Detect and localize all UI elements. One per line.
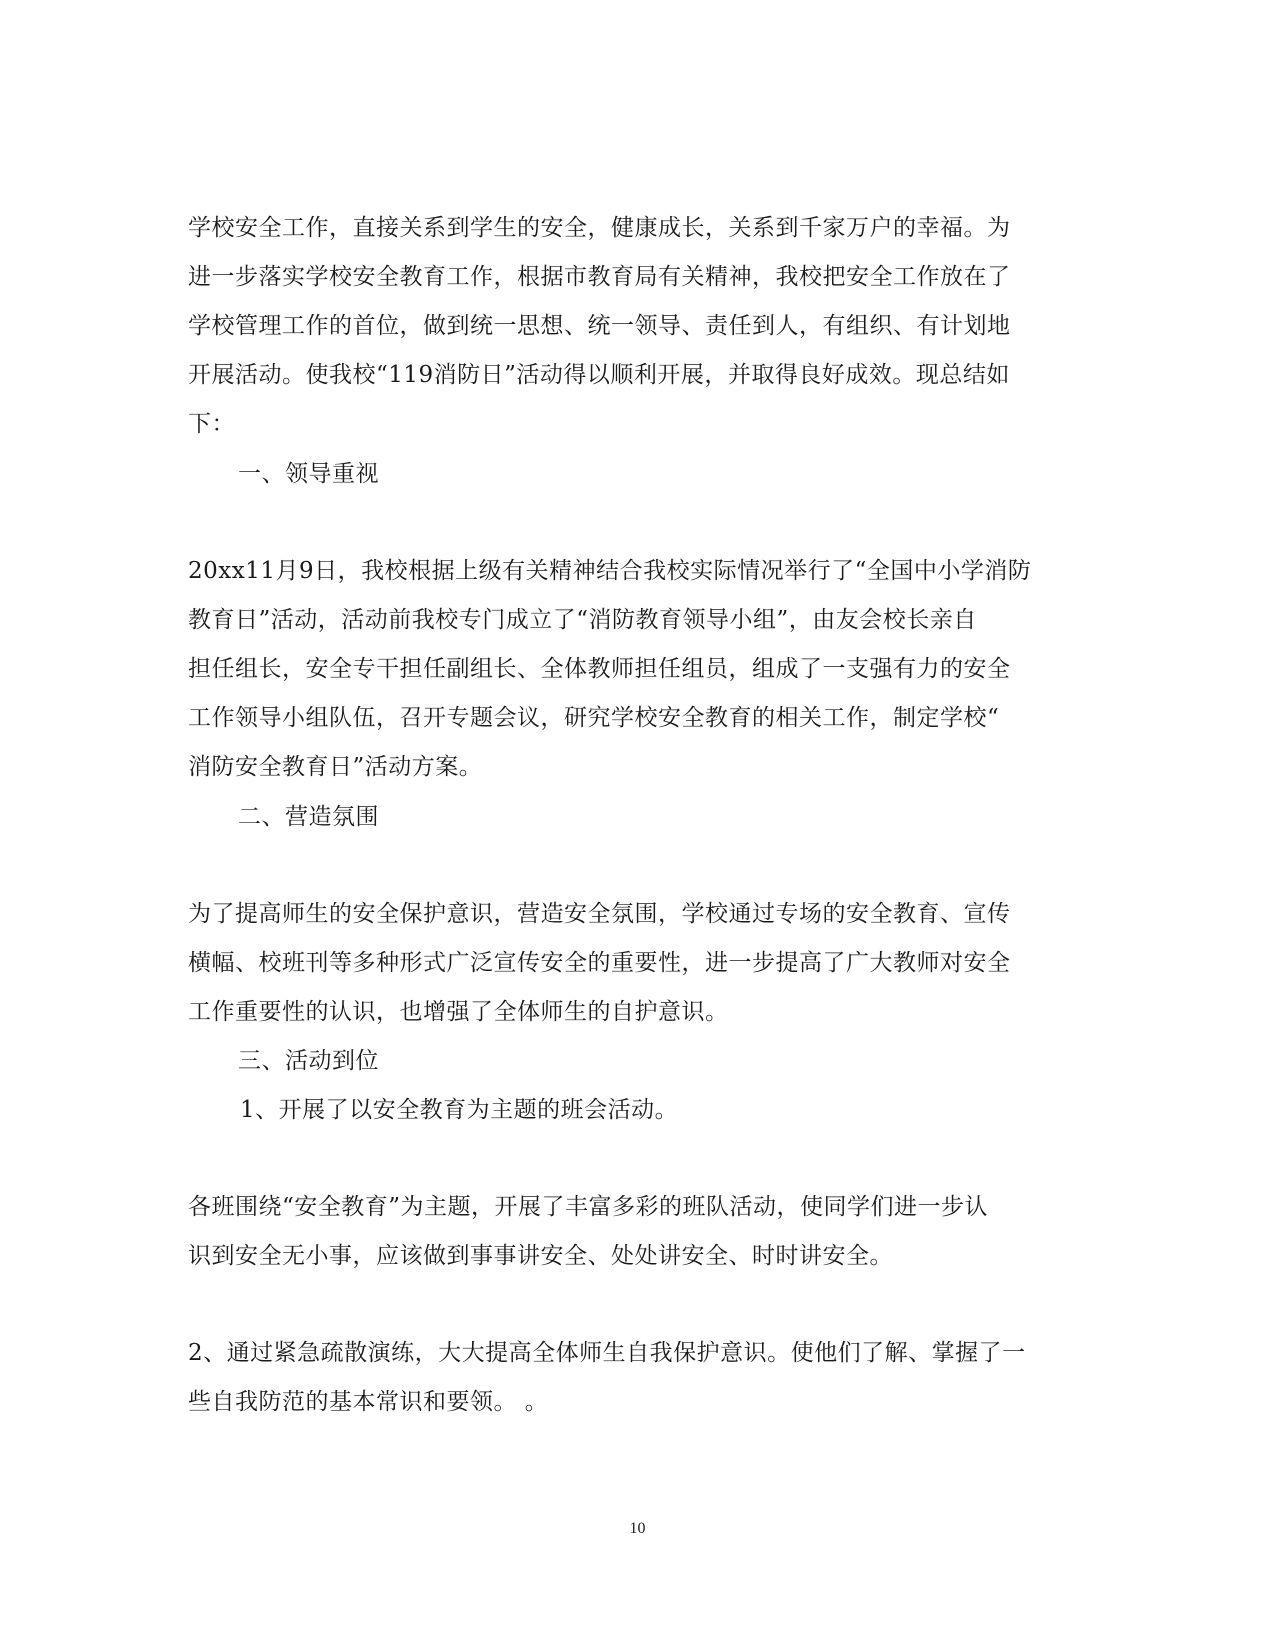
section-heading: 三、活动到位 <box>238 1048 379 1074</box>
paragraph-line: 教育日”活动，活动前我校专门成立了“消防教育领导小组”，由友会校长亲自 <box>188 607 977 633</box>
section-heading: 一、领导重视 <box>238 461 379 487</box>
paragraph-line: 识到安全无小事，应该做到事事讲安全、处处讲安全、时时讲安全。 <box>188 1243 893 1269</box>
paragraph-line: 为了提高师生的安全保护意识，营造安全氛围，学校通过专场的安全教育、宣传 <box>188 901 1011 927</box>
paragraph-line: 各班围绕“安全教育”为主题，开展了丰富多彩的班队活动，使同学们进一步认 <box>188 1194 989 1220</box>
paragraph-line: 工作领导小组队伍，召开专题会议，研究学校安全教育的相关工作，制定学校“ <box>188 705 1000 731</box>
page-number: 10 <box>629 1520 646 1537</box>
paragraph-line: 工作重要性的认识，也增强了全体师生的自护意识。 <box>188 999 729 1025</box>
paragraph-line: 20xx11月9日，我校根据上级有关精神结合我校实际情况举行了“全国中小学消防 <box>188 558 1032 584</box>
paragraph-line: 下： <box>188 411 235 437</box>
paragraph-line: 2、通过紧急疏散演练，大大提高全体师生自我保护意识。使他们了解、掌握了一 <box>188 1340 1026 1366</box>
paragraph-line: 开展活动。使我校“119消防日”活动得以顺利开展，并取得良好成效。现总结如 <box>188 362 1010 388</box>
paragraph-line: 担任组长，安全专干担任副组长、全体教师担任组员，组成了一支强有力的安全 <box>188 656 1011 682</box>
paragraph-line: 学校管理工作的首位，做到统一思想、统一领导、责任到人，有组织、有计划地 <box>188 313 1011 339</box>
paragraph-line: 消防安全教育日”活动方案。 <box>188 754 483 780</box>
subsection-heading: 1、开展了以安全教育为主题的班会活动。 <box>240 1097 679 1123</box>
paragraph-line: 学校安全工作，直接关系到学生的安全，健康成长，关系到千家万户的幸福。为 <box>188 215 1011 241</box>
paragraph-line: 些自我防范的基本常识和要领。 。 <box>188 1389 549 1415</box>
paragraph-line: 横幅、校班刊等多种形式广泛宣传安全的重要性，进一步提高了广大教师对安全 <box>188 950 1011 976</box>
paragraph-line: 进一步落实学校安全教育工作，根据市教育局有关精神，我校把安全工作放在了 <box>188 264 1011 290</box>
section-heading: 二、营造氛围 <box>238 804 379 830</box>
